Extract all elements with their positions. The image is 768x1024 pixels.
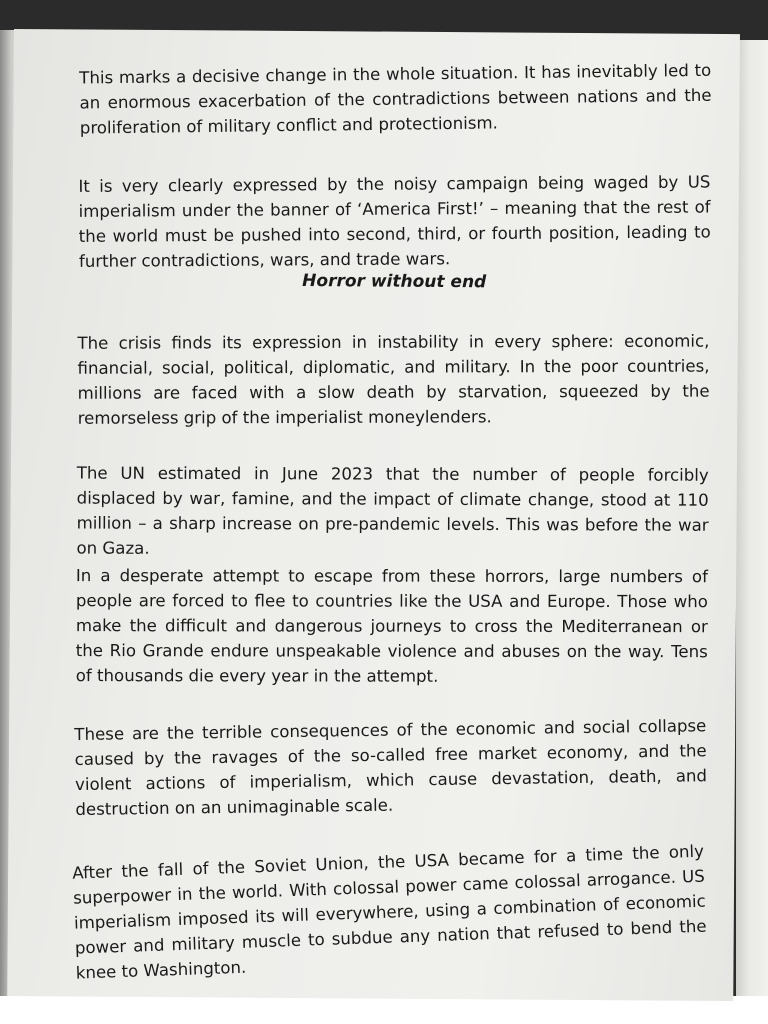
- paragraph-consequences: These are the terrible consequences of the economic and social collapse caused by the ravages of the so-called free market economy, and the violent actions of imperialism, which cause devastation, death, and destruction on an unimaginable scale.: [74, 716, 708, 820]
- paragraph-decisive-change: This marks a decisive change in the whole situation. It has inevitably led to an enormous exacerbation of the contradictions between nations and the proliferation of military conflict and protectionism.: [79, 60, 712, 138]
- next-page-edge: [736, 40, 768, 996]
- paragraph-escape-horrors: In a desperate attempt to escape from these horrors, large numbers of people are forced to flee to countries like the USA and Europe. Those who make the difficult and dangerous journeys to cross the Mediterranean or the Rio Grande endure unspeakable violence and abuses on the way. Tens of thousands die every year in the attempt.: [75, 566, 708, 686]
- book-page: [7, 29, 740, 1001]
- paragraph-crisis-instability: The crisis finds its expression in instability in every sphere: economic, financial, social, political, diplomatic, and military. In the poor countries, millions are faced with a slow death by starvation, squeezed by the remorseless grip of the imperialist moneylenders.: [77, 331, 710, 428]
- section-heading: Horror without end: [302, 271, 487, 293]
- paragraph-un-displaced: The UN estimated in June 2023 that the number of people forcibly displaced by war, famine, and the impact of climate change, stood at 110 million – a sharp increase on pre-pandemic levels. This was before the war on Gaza.: [76, 463, 709, 558]
- paragraph-america-first: It is very clearly expressed by the noisy campaign being waged by US imperialism under the banner of ‘America First!’ – meaning that the rest of the world must be pushed into second, third, or fourth position, leading to further contradictions, wars, and trade wars.: [78, 172, 711, 271]
- paragraph-soviet-union: After the fall of the Soviet Union, the USA became for a time the only superpower in the world. With colossal power came colossal arrogance. US imperialism imposed its will everywhere, using a combination of economic power and military muscle to subdue any nation that refused to bend the knee to Washington.: [71, 841, 707, 983]
